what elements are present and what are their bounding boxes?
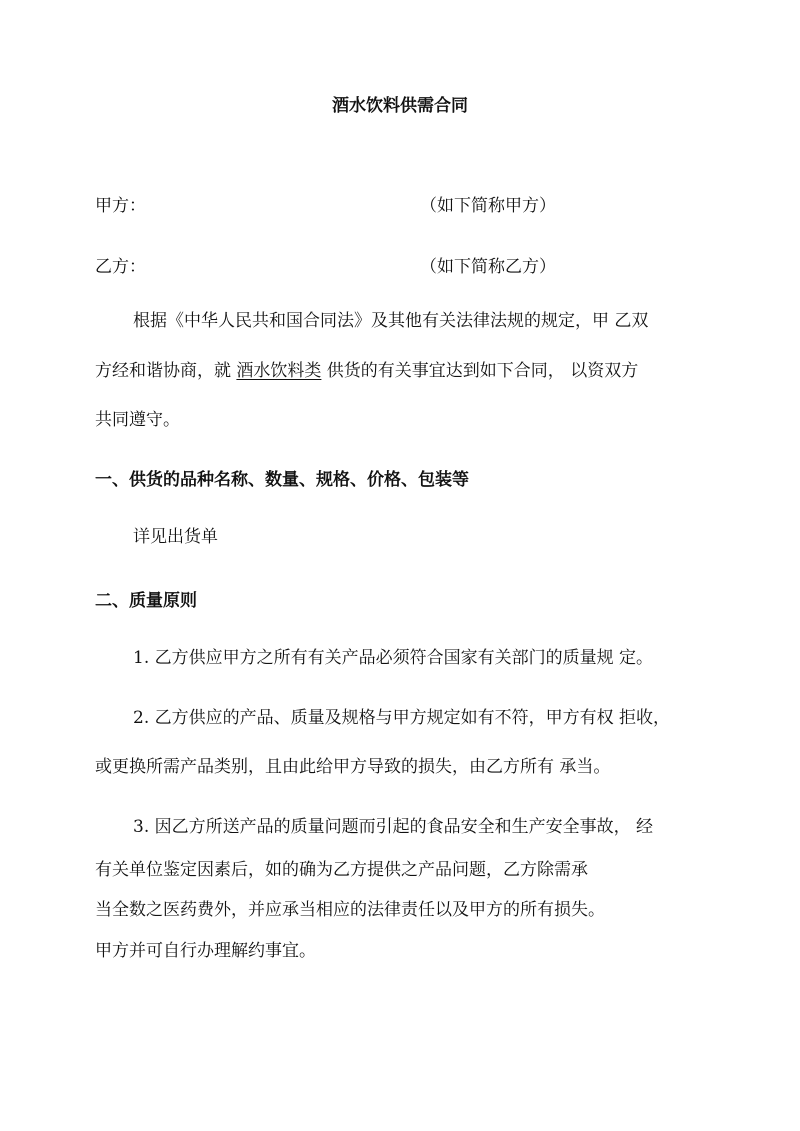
- party-a-label: 甲方：: [95, 196, 146, 216]
- section-1-heading: 一、供货的品种名称、数量、规格、价格、包装等: [95, 470, 469, 490]
- section-2-heading: 二、质量原则: [95, 591, 197, 611]
- quality-item-3-line-2: 有关单位鉴定因素后，如的确为乙方提供之产品问题，乙方除需承: [95, 860, 588, 880]
- quality-item-2-line-2: 或更换所需产品类别，且由此给甲方导致的损失，由乙方所有 承当。: [95, 757, 611, 777]
- goods-category-underlined: 酒水饮料类: [236, 361, 322, 381]
- party-b-label: 乙方：: [95, 257, 146, 277]
- preamble-line-2-end: 供货的有关事宜达到如下合同， 以资双方: [321, 361, 639, 381]
- quality-item-3-line-3: 当全数之医药费外，并应承当相应的法律责任以及甲方的所有损失。: [95, 900, 605, 920]
- party-a-note: （如下简称甲方）: [420, 196, 556, 216]
- preamble-line-2-start: 方经和谐协商，就: [95, 361, 237, 381]
- preamble-line-3: 共同遵守。: [95, 410, 180, 430]
- quality-item-2-line-1: 2. 乙方供应的产品、质量及规格与甲方规定如有不符，甲方有权 拒收，: [133, 708, 671, 728]
- quality-item-1: 1. 乙方供应甲方之所有有关产品必须符合国家有关部门的质量规 定。: [133, 648, 654, 668]
- quality-item-3-line-1: 3. 因乙方所送产品的质量问题而引起的食品安全和生产安全事故， 经: [133, 817, 654, 837]
- preamble-line-2: [95, 361, 638, 381]
- party-b-note: （如下简称乙方）: [420, 257, 556, 277]
- document-title: 酒水饮料供需合同: [332, 96, 468, 116]
- preamble-line-1: 根据《中华人民共和国合同法》及其他有关法律法规的规定，甲 乙双: [133, 311, 649, 331]
- quality-item-3-line-4: 甲方并可自行办理解约事宜。: [95, 941, 316, 961]
- section-1-body: 详见出货单: [133, 527, 218, 547]
